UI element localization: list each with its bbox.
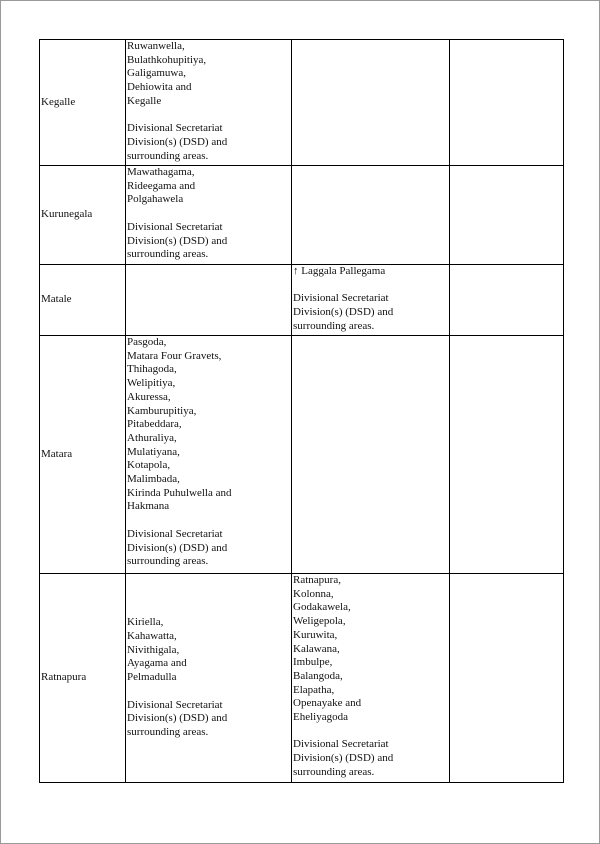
- blank-line: [293, 279, 449, 293]
- cell-text-line: Kahawatta,: [127, 630, 177, 643]
- table-row: [40, 336, 564, 574]
- district-table: [39, 39, 564, 783]
- cell-text-line: Welipitiya,: [127, 377, 176, 390]
- cell-text-line: surrounding areas.: [293, 765, 375, 778]
- cell-text-line: Malimbada,: [127, 473, 180, 486]
- col3-cell: [292, 40, 450, 166]
- cell-text-line: Dehiowita and: [127, 81, 192, 94]
- district-name-cell: Ratnapura: [40, 574, 126, 783]
- cell-text-line: Bulathkohupitiya,: [127, 53, 207, 66]
- cell-text-line: Mulatiyana,: [127, 445, 180, 458]
- cell-text-line: Kirinda Puhulwella and: [127, 486, 232, 499]
- col3-cell: [292, 574, 450, 783]
- cell-text-line: Eheliyagoda: [293, 711, 348, 724]
- cell-text-line: surrounding areas.: [127, 555, 209, 568]
- col4-cell: [450, 40, 564, 166]
- cell-text-line: Athuraliya,: [127, 431, 177, 444]
- col2-cell: [126, 166, 292, 265]
- cell-text-line: Kegalle: [127, 94, 162, 107]
- cell-text-line: Kuruwita,: [293, 628, 338, 641]
- table-row: [40, 574, 564, 783]
- col2-cell: [126, 265, 292, 336]
- cell-text-line: Rideegama and: [127, 179, 196, 192]
- cell-text-line: Ratnapura,: [293, 574, 341, 586]
- cell-text-line: Divisional Secretariat: [127, 527, 223, 540]
- cell-text-line: Akuressa,: [127, 390, 171, 403]
- cell-text-line: Thihagoda,: [127, 363, 177, 376]
- district-table-body: [40, 40, 564, 783]
- col3-cell: [292, 265, 450, 336]
- district-name-cell: Kurunegala: [40, 166, 126, 265]
- cell-text-line: Pitabeddara,: [127, 418, 182, 431]
- cell-text-line: surrounding areas.: [127, 149, 209, 162]
- cell-text-line: Division(s) (DSD) and: [293, 306, 394, 319]
- cell-text-line: Kalawana,: [293, 642, 340, 655]
- table-row: [40, 40, 564, 166]
- cell-text-line: surrounding areas.: [293, 319, 375, 332]
- col4-cell: [450, 265, 564, 336]
- col4-cell: [450, 574, 564, 783]
- col3-cell: [292, 336, 450, 574]
- cell-text-line: Division(s) (DSD) and: [127, 712, 228, 725]
- cell-text-line: Imbulpe,: [293, 656, 333, 669]
- cell-text-line: Polgahawela: [127, 193, 184, 206]
- cell-text-line: Division(s) (DSD) and: [293, 752, 394, 765]
- cell-text-line: Hakmana: [127, 500, 170, 513]
- cell-text-line: Matara Four Gravets,: [127, 349, 222, 362]
- cell-text-line: Nivithigala,: [127, 643, 180, 656]
- cell-text-line: Division(s) (DSD) and: [127, 234, 228, 247]
- cell-text-line: Kamburupitiya,: [127, 404, 197, 417]
- cell-text-line: Mawathagama,: [127, 166, 195, 178]
- cell-text-line: Divisional Secretariat: [293, 292, 389, 305]
- cell-text-line: surrounding areas.: [127, 725, 209, 738]
- blank-line: [127, 207, 291, 221]
- district-name-cell: Matale: [40, 265, 126, 336]
- col4-cell: [450, 336, 564, 574]
- cell-text-line: Godakawela,: [293, 601, 351, 614]
- cell-text-line: Pelmadulla: [127, 671, 177, 684]
- cell-text-line: ↑ Laggala Pallegama: [293, 265, 386, 277]
- cell-text-line: Divisional Secretariat: [127, 698, 223, 711]
- cell-text-line: Divisional Secretariat: [127, 220, 223, 233]
- cell-text-line: Openayake and: [293, 697, 362, 710]
- col4-cell: [450, 166, 564, 265]
- col2-cell: [126, 574, 292, 783]
- cell-text-line: Ruwanwella,: [127, 40, 185, 52]
- cell-text-line: Divisional Secretariat: [127, 122, 223, 135]
- table-row: [40, 166, 564, 265]
- cell-text-line: Division(s) (DSD) and: [127, 541, 228, 554]
- blank-line: [293, 725, 449, 739]
- col2-cell: [126, 40, 292, 166]
- blank-line: [127, 685, 291, 699]
- col3-cell: [292, 166, 450, 265]
- cell-text-line: Galigamuwa,: [127, 67, 186, 80]
- blank-line: [127, 514, 291, 528]
- district-name-cell: Matara: [40, 336, 126, 574]
- cell-text-line: Kotapola,: [127, 459, 171, 472]
- cell-text-line: Pasgoda,: [127, 336, 167, 348]
- table-row: [40, 265, 564, 336]
- cell-text-line: Balangoda,: [293, 669, 343, 682]
- cell-text-line: Kolonna,: [293, 587, 334, 600]
- col2-cell: [126, 336, 292, 574]
- cell-text-line: Kiriella,: [127, 616, 164, 629]
- cell-text-line: Weligepola,: [293, 615, 346, 628]
- cell-text-line: Division(s) (DSD) and: [127, 135, 228, 148]
- blank-line: [127, 109, 291, 123]
- cell-text-line: Elapatha,: [293, 683, 335, 696]
- district-name-cell: Kegalle: [40, 40, 126, 166]
- cell-text-line: Divisional Secretariat: [293, 738, 389, 751]
- cell-text-line: surrounding areas.: [127, 248, 209, 261]
- cell-text-line: Ayagama and: [127, 657, 187, 670]
